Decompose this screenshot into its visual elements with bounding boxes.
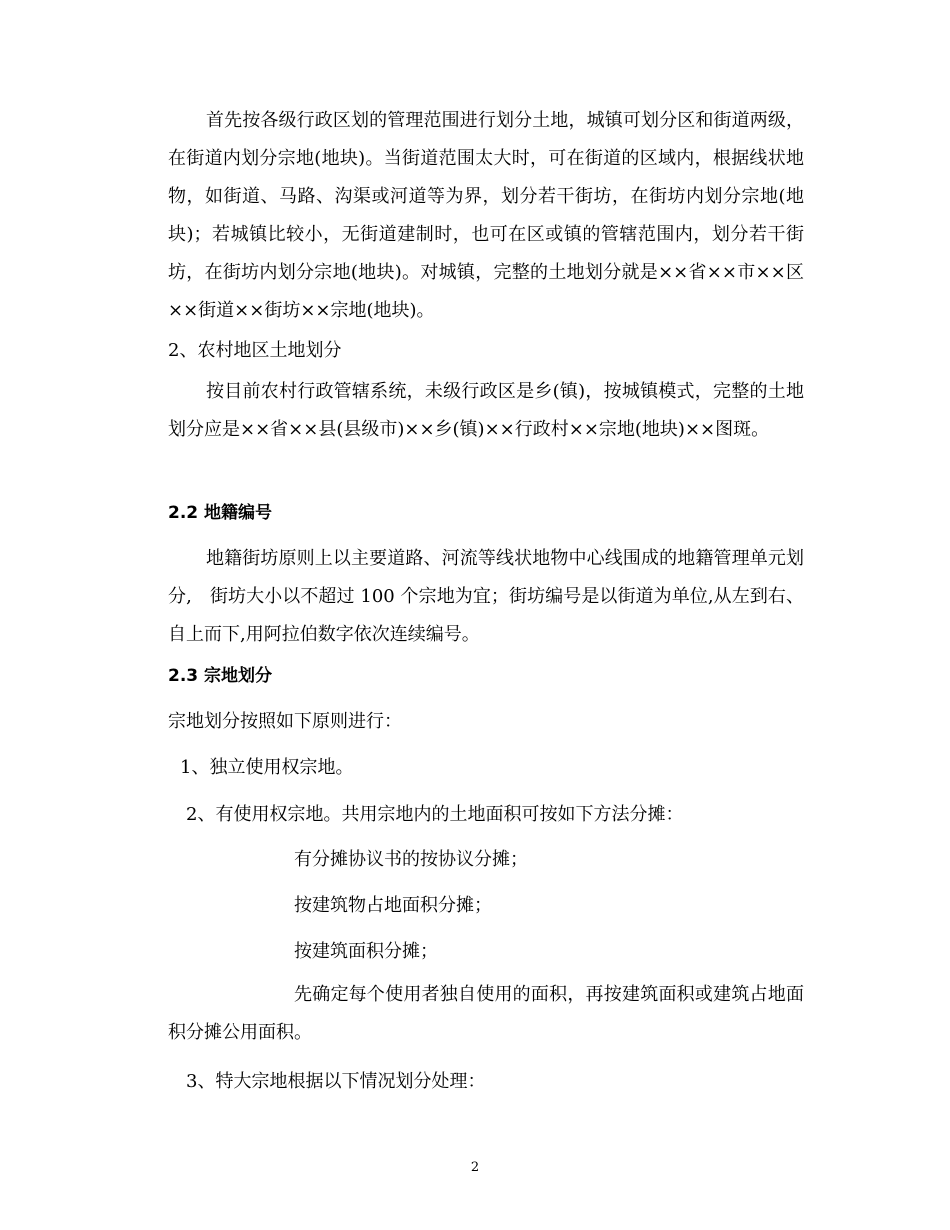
item-rural-land-division: 2、农村地区土地划分 <box>168 340 342 361</box>
page-number: 2 <box>470 1160 480 1175</box>
paragraph-cadastral-numbering: 地籍街坊原则上以主要道路、河流等线状地物中心线围成的地籍管理单元划分, 街坊大小以不超过 100 个宗地为宜；街坊编号是以街道为单位,从左到右、自上而下,用阿拉伯数字依次连续编号。 <box>168 548 804 645</box>
method-item-2: 按建筑物占地面积分摊； <box>294 895 492 916</box>
method-item-1: 有分摊协议书的按协议分摊； <box>294 849 528 870</box>
section-heading-parcel-division: 2.3 宗地划分 <box>168 666 273 686</box>
paragraph-parcel-principles: 宗地划分按照如下原则进行： <box>168 711 402 732</box>
paragraph-rural-division: 按目前农村行政管辖系统，未级行政区是乡(镇)，按城镇模式，完整的土地划分应是××省××县(县级市)××乡(镇)××行政村××宗地(地块)××图斑。 <box>168 381 804 440</box>
rule-item-1: 1、独立使用权宗地。 <box>180 757 354 778</box>
rule-item-3: 3、特大宗地根据以下情况划分处理： <box>186 1071 486 1092</box>
section-heading-cadastral-numbering: 2.2 地籍编号 <box>168 503 273 523</box>
method-item-3: 按建筑面积分摊； <box>294 941 438 962</box>
method-item-4: 先确定每个使用者独自使用的面积，再按建筑面积或建筑占地面积分摊公用面积。 <box>168 984 804 1043</box>
paragraph-urban-land-division: 首先按各级行政区划的管理范围进行划分土地，城镇可划分区和街道两级，在街道内划分宗地(地块)。当街道范围太大时，可在街道的区域内，根据线状地物，如街道、马路、沟渠或河道等为界，划分若干街坊，在街坊内划分宗地(地块)；若城镇比较小，无街道建制时，也可在区或镇的管辖范围内，划分若干街坊，在街坊内划分宗地(地块)。对城镇，完整的土地划分就是××省××市××区××街道××街坊××宗地(地块)。 <box>168 110 804 321</box>
rule-item-2: 2、有使用权宗地。共用宗地内的土地面积可按如下方法分摊： <box>186 804 684 825</box>
